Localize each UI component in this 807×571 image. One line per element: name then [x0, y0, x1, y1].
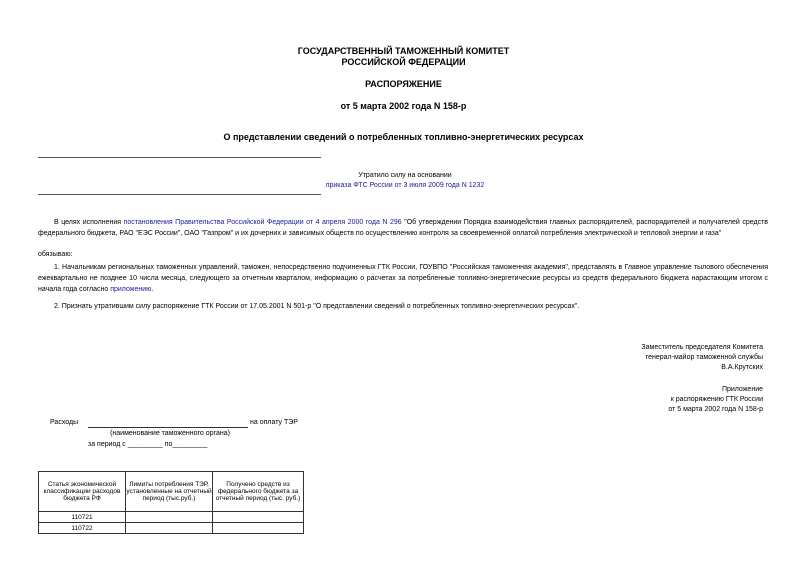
payment-label: на оплату ТЭР [250, 419, 298, 426]
separator-line [38, 157, 321, 158]
appendix-reference: к распоряжению ГТК России [670, 396, 763, 403]
report-period: за период с _________ по_________ [88, 441, 208, 448]
appendix-date: от 5 марта 2002 года N 158-р [668, 406, 763, 413]
document-title: О представлении сведений о потребленных топливно-энергетических ресурсах [223, 132, 584, 142]
item-1-paragraph [38, 262, 768, 295]
document-type: РАСПОРЯЖЕНИЕ [365, 79, 442, 89]
table-cell: 110722 [39, 523, 126, 534]
appendix-label: Приложение [721, 386, 763, 393]
table-row [39, 523, 304, 534]
signatory-name: В.А.Крутских [721, 364, 763, 371]
table-header-row [39, 472, 304, 512]
table-cell [126, 512, 213, 523]
signatory-position: Заместитель председателя Комитета [641, 344, 763, 351]
signatory-rank: генерал-майор таможенной службы [645, 354, 763, 361]
document-date: от 5 марта 2002 года N 158-р [340, 101, 467, 111]
table-cell [213, 523, 304, 534]
preamble-paragraph [38, 217, 768, 239]
item-1-text: 1. Начальникам региональных таможенных управлений, таможен, непосредственно подчиненных ГТК России, ГОУВПО "Российская таможенная академия", представлять в Главное управление тылового обеспечения ежеквартально не позднее 10 числа месяца, следующего за отчетным кварталом, информацию о расчетах за потребленные топливно-энергетические ресурсы из средств федерального бюджета нарастающим итогом с начала года согласно [38, 264, 768, 293]
obligate-text: обязываю: [38, 251, 73, 258]
appendix-link[interactable]: приложению [110, 286, 152, 293]
organ-name-field [88, 427, 248, 428]
expenses-label: Расходы [50, 419, 79, 426]
preamble-intro: В целях исполнения [54, 219, 124, 226]
table-cell: 110721 [39, 512, 126, 523]
repeal-order-link[interactable]: приказа ФТС России от 3 июля 2009 года N 1232 [325, 182, 485, 189]
header-consumption-limits: Лимиты потребления ТЭР, установленные на отчетный период (тыс.руб.) [126, 472, 213, 512]
table-cell [213, 512, 304, 523]
table-row [39, 512, 304, 523]
preamble-rest: "Об утверждении Порядка взаимодействия главных распорядителей, распорядителей и получателей средств федерального бюджета, РАО "ЕЭС России", ОАО "Газпром" и их дочерних и зависимых обществ по осуществлению контроля за своевременной оплатой потребления электрической и тепловой энергии и газа" [38, 219, 768, 237]
committee-name-line2: РОССИЙСКОЙ ФЕДЕРАЦИИ [341, 57, 466, 67]
header-funds-received: Получено средств из федерального бюджета за отчетный период (тыс. руб.) [213, 472, 304, 512]
separator-line [38, 194, 321, 195]
committee-name-line1: ГОСУДАРСТВЕННЫЙ ТАМОЖЕННЫЙ КОМИТЕТ [297, 46, 510, 56]
government-decree-link[interactable]: постановления Правительства Российской Федерации от 4 апреля 2000 года N 296 [123, 219, 402, 226]
status-note: Утратило силу на основании [358, 172, 452, 179]
tec-expenses-table [38, 471, 304, 534]
table-cell [126, 523, 213, 534]
item-1-end: . [151, 286, 154, 293]
item-2-paragraph: 2. Признать утратившим силу распоряжение ГТК России от 17.05.2001 N 501-р "О представлении сведений о потребленных топливно-энергетических ресурсах". [54, 303, 580, 310]
organ-name-caption: (наименование таможенного органа) [110, 430, 230, 437]
header-budget-article: Статья экономической классификации расходов бюджета РФ [39, 472, 126, 512]
